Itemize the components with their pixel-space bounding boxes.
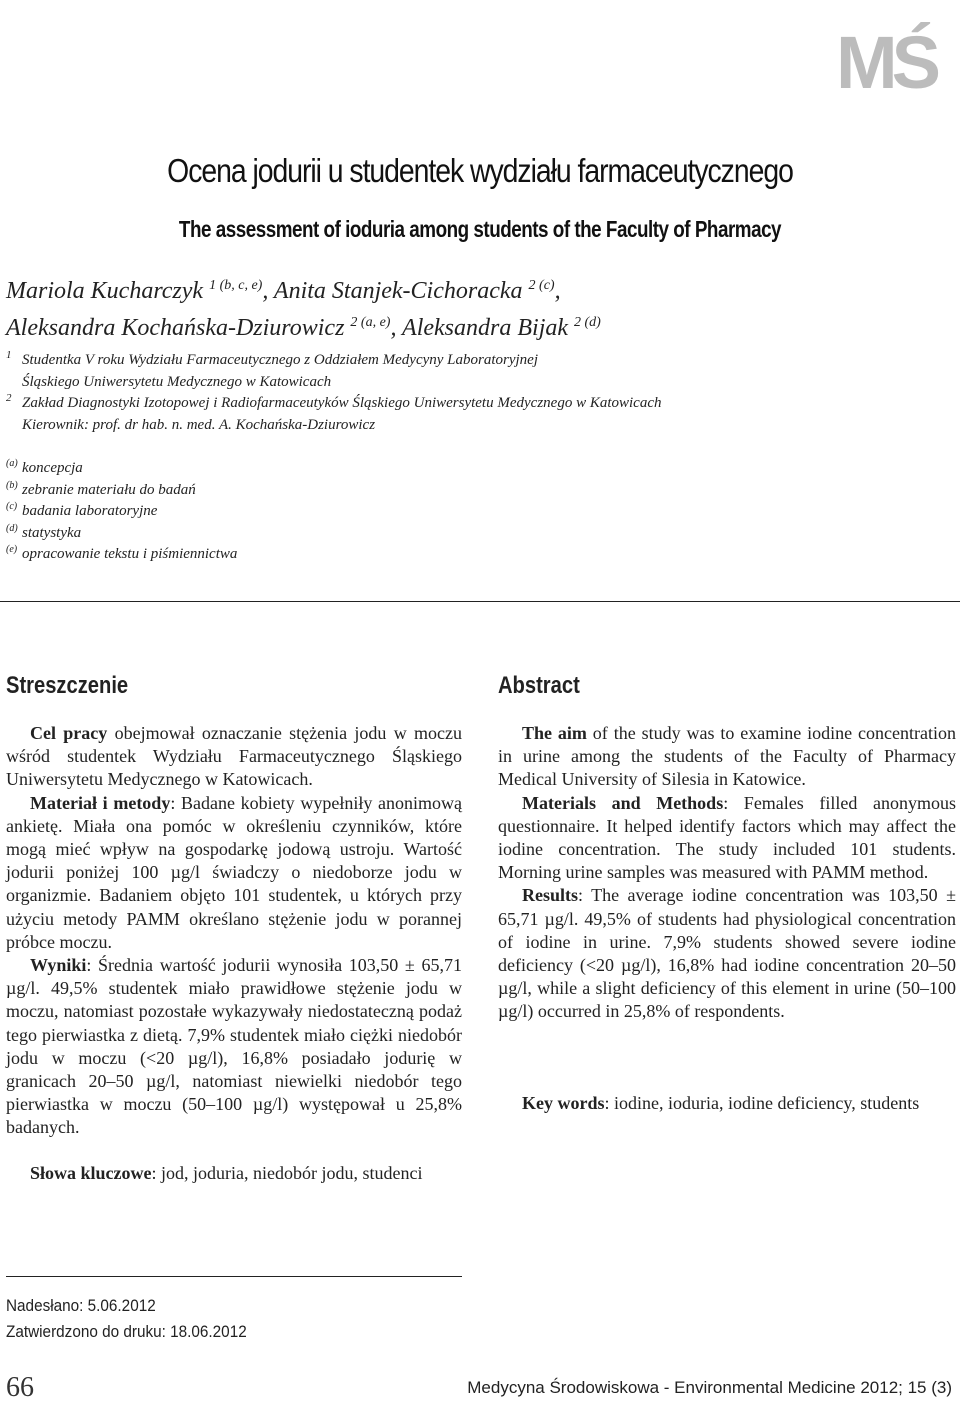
contribution-item xyxy=(6,480,606,502)
abstract-text: : The average iodine concentration was 103,50 ± 65,71 µg/l. 49,5% of students had physiological concentration of iodine in urine. 7,9% students showed severe iodine deficiency (<20 µg/l), 16,8% had iodine concentration 20–50 µg/l, while a slight deficiency of this element in urine (50–100 µg/l) occurred in 25,8% of respondents. xyxy=(498,885,956,1022)
author-list xyxy=(6,270,946,344)
author-name: Aleksandra Bijak xyxy=(402,315,569,341)
article-subtitle: The assessment of ioduria among students of the Faculty of Pharmacy xyxy=(178,216,782,242)
keywords-paragraph xyxy=(498,1092,956,1115)
abstract-paragraph xyxy=(498,792,956,885)
summary-text: : Badane kobiety wypełniły anonimową ankietę. Miała ona pomóc w określeniu czynników, które mogą mieć wpływ na gospodarkę jodową ustroju. Wartość jodurii poniżej 100 µg/l świadczy o niedoborze jodu w organizmie. Badaniem objęto 101 studentek, u których przy użyciu metody PAMM określano stężenie jodu w porannej próbce moczu. xyxy=(6,792,463,952)
abstract-keywords xyxy=(498,1092,956,1115)
keywords-label: Key words xyxy=(522,1093,605,1113)
affiliation-line: Śląskiego Uniwersytetu Medycznego w Katowicach xyxy=(22,373,332,390)
submission-dates xyxy=(6,1293,247,1345)
streszczenie-body xyxy=(6,722,462,1140)
summary-paragraph xyxy=(6,954,462,1140)
summary-label: Wyniki xyxy=(30,955,87,976)
contribution-label: koncepcja xyxy=(22,460,83,476)
author-name: Mariola Kucharczyk xyxy=(6,278,204,304)
author-affiliation-marker: 2 (a, e) xyxy=(350,315,391,330)
received-date: Nadesłano: 5.06.2012 xyxy=(6,1296,156,1315)
abstract-body xyxy=(498,722,956,1024)
keywords-label: Słowa kluczowe xyxy=(30,1163,152,1183)
abstract-paragraph xyxy=(498,722,956,792)
keywords-text: : iodine, ioduria, iodine deficiency, students xyxy=(604,1093,920,1113)
streszczenie-heading: Streszczenie xyxy=(6,672,129,699)
author-separator: , xyxy=(390,315,403,341)
affiliation-number: 1 xyxy=(6,349,12,361)
section-divider xyxy=(0,601,960,602)
contribution-label: badania laboratoryjne xyxy=(22,503,158,519)
summary-paragraph xyxy=(6,722,462,792)
affiliation-line: Studentka V roku Wydziału Farmaceutycznego z Oddziałem Medycyny Laboratoryjnej xyxy=(22,352,539,368)
affiliation-number: 2 xyxy=(6,392,12,404)
keywords-text: : jod, joduria, niedobór jodu, studenci xyxy=(151,1163,423,1183)
summary-text: : Średnia wartość jodurii wynosiła 103,50 ± 65,71 µg/l. 49,5% studentek miało prawidłowe stężenie jodu w moczu, natomiast pozostałe wykazywały niedostateczną podaż tego pierwiastka z dietą. 7,9% studentek miało ciężki niedobór jodu w moczu (<20 µg/l), 16,8% posiadało jodurię w granicach 20–50 µg/l, natomiast niewielki niedobór tego pierwiastka w moczu (50–100 µg/l) występował u 25,8% badanych. xyxy=(6,955,462,1138)
journal-logo xyxy=(832,0,960,100)
contribution-label: zebranie materiału do badań xyxy=(22,481,196,498)
author-separator: , xyxy=(554,278,561,304)
contribution-item xyxy=(6,458,606,480)
streszczenie-keywords xyxy=(6,1162,462,1185)
keywords-paragraph xyxy=(6,1162,462,1185)
author-separator: , xyxy=(262,278,274,304)
contribution-item xyxy=(6,523,606,545)
abstract-label: Materials and Methods xyxy=(522,792,724,813)
journal-citation: Medycyna Środowiskowa - Environmental Medicine 2012; 15 (3) xyxy=(467,1378,952,1397)
author-affiliation-marker: 1 (b, c, e) xyxy=(209,278,263,293)
contribution-key: (e) xyxy=(6,544,18,555)
affiliation-1 xyxy=(6,350,906,393)
contribution-key: (b) xyxy=(6,479,18,491)
abstract-text: of the study was to examine iodine concentration in urine among the students of the Faculty of Pharmacy Medical University of Silesia in Katowice. xyxy=(498,723,956,790)
contribution-key: (d) xyxy=(6,522,18,534)
author-affiliation-marker: 2 (d) xyxy=(574,315,601,330)
summary-label: Materiał i metody xyxy=(30,792,171,813)
affiliation-line: Kierownik: prof. dr hab. n. med. A. Kochańska-Dziurowicz xyxy=(22,416,376,433)
contribution-label: opracowanie tekstu i piśmiennictwa xyxy=(22,546,238,562)
page-number: 66 xyxy=(6,1372,34,1403)
author-name: Aleksandra Kochańska-Dziurowicz xyxy=(6,315,345,341)
affiliation-2 xyxy=(6,393,906,436)
footnote-rule xyxy=(6,1276,462,1277)
accepted-date: Zatwierdzono do druku: 18.06.2012 xyxy=(6,1322,247,1341)
summary-paragraph xyxy=(6,792,462,954)
contribution-item xyxy=(6,544,606,566)
author-name: Anita Stanjek-Cichoracka xyxy=(273,278,523,304)
contribution-key: (c) xyxy=(6,501,18,512)
summary-text: obejmował oznaczanie stężenia jodu w moczu wśród studentek Wydziału Farmaceutycznego Śląskiego Uniwersytetu Medycznego w Katowicach. xyxy=(6,723,462,790)
author-affiliation-marker: 2 (c) xyxy=(528,278,555,293)
affiliation-line: Zakład Diagnostyki Izotopowej i Radiofarmaceutyków Śląskiego Uniwersytetu Medycznego w Katowicach xyxy=(22,395,662,411)
abstract-label: Results xyxy=(522,885,579,906)
contribution-list xyxy=(6,458,606,566)
contribution-label: statystyka xyxy=(22,524,82,541)
summary-label: Cel pracy xyxy=(30,723,108,743)
abstract-text: : Females filled anonymous questionnaire. It helped identify factors which may affect the iodine concentration. The study included 101 students. Morning urine samples was measured with PAMM method. xyxy=(498,792,956,883)
abstract-heading: Abstract xyxy=(498,672,580,699)
affiliations xyxy=(6,350,906,436)
abstract-paragraph xyxy=(498,884,956,1023)
abstract-label: The aim xyxy=(522,723,587,743)
svg-text:MŚ: MŚ xyxy=(836,21,935,100)
article-title: Ocena jodurii u studentek wydziału farmaceutycznego xyxy=(167,152,793,189)
contribution-key: (a) xyxy=(6,458,18,469)
contribution-item xyxy=(6,501,606,523)
